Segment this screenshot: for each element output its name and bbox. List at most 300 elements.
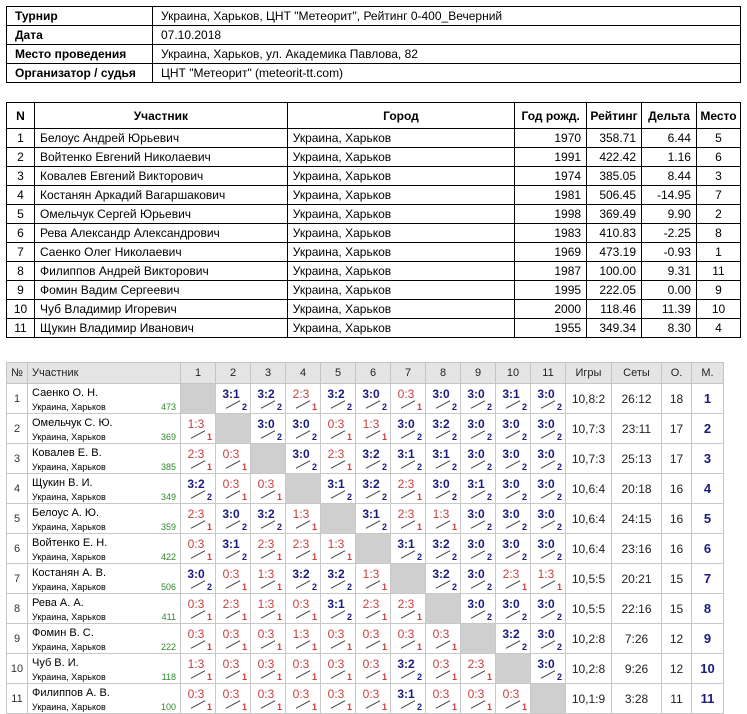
score-divider xyxy=(331,700,346,708)
participant-delta: 8.30 xyxy=(642,319,697,338)
match-result-cell xyxy=(216,444,251,474)
score-divider xyxy=(296,400,311,408)
participant-name: Филиппов Андрей Викторович xyxy=(34,262,287,281)
participant-row xyxy=(7,300,741,319)
cross-participant-rating: 349 xyxy=(160,492,176,502)
participant-number: 3 xyxy=(7,167,35,186)
cross-body xyxy=(7,384,724,714)
match-score: 3:0 xyxy=(222,507,240,521)
match-points: 2 xyxy=(241,402,247,412)
match-points: 2 xyxy=(486,582,492,592)
match-score: 3:2 xyxy=(292,567,310,581)
match-score: 3:0 xyxy=(537,417,555,431)
match-points: 1 xyxy=(381,672,387,682)
participant-rating: 473.19 xyxy=(587,243,642,262)
match-points: 2 xyxy=(346,492,352,502)
match-score: 3:0 xyxy=(537,387,555,401)
match-score: 3:0 xyxy=(537,657,555,671)
match-result-cell xyxy=(216,384,251,414)
match-result-cell xyxy=(286,594,321,624)
match-score: 0:3 xyxy=(397,387,415,401)
score-divider xyxy=(226,520,241,528)
match-result-cell xyxy=(181,534,216,564)
final-place: 9 xyxy=(692,624,724,654)
self-match-cell xyxy=(356,534,391,564)
match-score: 0:3 xyxy=(362,627,380,641)
score-divider xyxy=(401,490,416,498)
games-total: 10,1:9 xyxy=(566,684,612,714)
score-divider xyxy=(436,550,451,558)
match-points: 1 xyxy=(276,672,282,682)
match-points: 2 xyxy=(311,462,317,472)
match-score: 1:3 xyxy=(292,507,310,521)
score-divider xyxy=(401,400,416,408)
score-divider xyxy=(296,430,311,438)
match-result-cell xyxy=(426,534,461,564)
score-divider xyxy=(401,430,416,438)
match-score: 1:3 xyxy=(362,417,380,431)
match-score: 0:3 xyxy=(432,657,450,671)
match-result-cell xyxy=(321,444,356,474)
info-label: Организатор / судья xyxy=(7,64,153,83)
match-score: 3:0 xyxy=(292,447,310,461)
cross-participant-name: Щукин В. И. xyxy=(32,477,93,489)
column-header-opponent: 8 xyxy=(426,363,461,384)
participant-number: 6 xyxy=(7,224,35,243)
match-points: 2 xyxy=(556,402,562,412)
match-result-cell xyxy=(321,684,356,714)
participant-number: 11 xyxy=(7,319,35,338)
final-place: 7 xyxy=(692,564,724,594)
cross-participant-city: Украина, Харьков xyxy=(32,702,106,712)
match-result-cell xyxy=(286,444,321,474)
participant-delta: 6.44 xyxy=(642,129,697,148)
participant-place: 9 xyxy=(696,281,740,300)
match-points: 2 xyxy=(521,432,527,442)
match-result-cell xyxy=(461,684,496,714)
match-result-cell xyxy=(426,684,461,714)
match-points: 1 xyxy=(311,402,317,412)
match-points: 1 xyxy=(451,702,457,712)
match-points: 2 xyxy=(521,462,527,472)
participant-delta: 9.90 xyxy=(642,205,697,224)
match-score: 3:2 xyxy=(257,507,275,521)
match-score: 2:3 xyxy=(222,597,240,611)
match-points: 2 xyxy=(486,492,492,502)
score-divider xyxy=(471,550,486,558)
score-divider xyxy=(226,700,241,708)
match-score: 3:1 xyxy=(397,687,415,701)
row-number: 1 xyxy=(7,384,28,414)
cross-participant-rating: 222 xyxy=(160,642,176,652)
score-divider xyxy=(191,490,206,498)
match-score: 0:3 xyxy=(187,597,205,611)
participant-rating: 422.42 xyxy=(587,148,642,167)
participant-place: 2 xyxy=(696,205,740,224)
participants-header-row xyxy=(7,103,741,129)
score-divider xyxy=(506,490,521,498)
sets-total: 9:26 xyxy=(612,654,662,684)
score-divider xyxy=(191,550,206,558)
sets-total: 7:26 xyxy=(612,624,662,654)
participant-name: Омельчук Сергей Юрьевич xyxy=(34,205,287,224)
cross-participant-name: Омельчук С. Ю. xyxy=(32,417,113,429)
match-result-cell xyxy=(496,684,531,714)
self-match-cell xyxy=(496,654,531,684)
participant-place: 7 xyxy=(696,186,740,205)
match-result-cell xyxy=(286,654,321,684)
match-score: 2:3 xyxy=(292,537,310,551)
match-score: 3:0 xyxy=(502,417,520,431)
match-result-cell xyxy=(251,474,286,504)
match-result-cell xyxy=(461,384,496,414)
match-result-cell xyxy=(531,384,566,414)
match-points: 2 xyxy=(521,552,527,562)
match-points: 2 xyxy=(556,492,562,502)
participant-row xyxy=(7,148,741,167)
match-result-cell xyxy=(286,534,321,564)
match-score: 3:0 xyxy=(502,507,520,521)
match-result-cell xyxy=(286,624,321,654)
match-score: 3:2 xyxy=(432,417,450,431)
participant-city: Украина, Харьков xyxy=(287,224,514,243)
participant-place: 4 xyxy=(696,319,740,338)
match-points: 1 xyxy=(206,672,212,682)
score-divider xyxy=(366,580,381,588)
match-points: 1 xyxy=(311,672,317,682)
cross-participant-name: Фомин В. С. xyxy=(32,627,94,639)
score-divider xyxy=(191,640,206,648)
match-points: 1 xyxy=(276,702,282,712)
match-result-cell xyxy=(356,624,391,654)
match-score: 0:3 xyxy=(432,687,450,701)
cross-participant-name: Белоус А. Ю. xyxy=(32,507,100,519)
match-result-cell xyxy=(531,594,566,624)
match-points: 2 xyxy=(311,582,317,592)
participant-birth-year: 1987 xyxy=(515,262,587,281)
sets-total: 26:12 xyxy=(612,384,662,414)
match-result-cell xyxy=(531,474,566,504)
match-points: 1 xyxy=(206,432,212,442)
match-points: 2 xyxy=(416,462,422,472)
match-score: 2:3 xyxy=(467,657,485,671)
score-divider xyxy=(541,580,556,588)
score-divider xyxy=(261,430,276,438)
score-divider xyxy=(506,640,521,648)
participant-city: Украина, Харьков xyxy=(287,205,514,224)
score-divider xyxy=(541,490,556,498)
match-points: 1 xyxy=(346,642,352,652)
score-divider xyxy=(401,640,416,648)
match-score: 3:0 xyxy=(502,537,520,551)
participant-rating: 385.05 xyxy=(587,167,642,186)
match-score: 0:3 xyxy=(222,567,240,581)
score-divider xyxy=(436,520,451,528)
match-score: 1:3 xyxy=(362,567,380,581)
match-points: 2 xyxy=(416,702,422,712)
participant-row xyxy=(7,186,741,205)
match-result-cell xyxy=(286,504,321,534)
participant-number: 4 xyxy=(7,186,35,205)
cross-participant-city: Украина, Харьков xyxy=(32,642,106,652)
participant-delta: 11.39 xyxy=(642,300,697,319)
score-divider xyxy=(541,520,556,528)
column-header-opponent: 10 xyxy=(496,363,531,384)
match-points: 1 xyxy=(311,522,317,532)
match-points: 2 xyxy=(451,462,457,472)
match-score: 0:3 xyxy=(327,687,345,701)
cross-participant xyxy=(28,534,181,564)
match-result-cell xyxy=(251,414,286,444)
score-divider xyxy=(296,700,311,708)
column-header-place: Место xyxy=(696,103,740,129)
match-points: 1 xyxy=(241,672,247,682)
column-header-sets: Сеты xyxy=(612,363,662,384)
match-points: 2 xyxy=(206,492,212,502)
match-result-cell xyxy=(356,564,391,594)
row-number: 2 xyxy=(7,414,28,444)
match-score: 3:0 xyxy=(467,387,485,401)
participant-name: Чуб Владимир Игоревич xyxy=(34,300,287,319)
cross-participant-rating: 385 xyxy=(160,462,176,472)
score-divider xyxy=(541,610,556,618)
match-points: 1 xyxy=(206,702,212,712)
score-divider xyxy=(191,670,206,678)
match-score: 0:3 xyxy=(362,657,380,671)
match-score: 3:2 xyxy=(257,387,275,401)
match-result-cell xyxy=(181,654,216,684)
cross-row xyxy=(7,534,724,564)
score-divider xyxy=(471,460,486,468)
match-points: 1 xyxy=(241,462,247,472)
participant-birth-year: 1995 xyxy=(515,281,587,300)
row-number: 5 xyxy=(7,504,28,534)
row-number: 8 xyxy=(7,594,28,624)
match-result-cell xyxy=(461,504,496,534)
match-score: 3:1 xyxy=(397,447,415,461)
match-score: 0:3 xyxy=(327,657,345,671)
participant-city: Украина, Харьков xyxy=(287,262,514,281)
cross-participant-rating: 359 xyxy=(160,522,176,532)
info-row-tournament xyxy=(7,7,741,26)
cross-participant-name: Филиппов А. В. xyxy=(32,687,110,699)
match-points: 2 xyxy=(416,552,422,562)
match-result-cell xyxy=(356,384,391,414)
participant-row xyxy=(7,129,741,148)
score-divider xyxy=(296,610,311,618)
sets-total: 24:15 xyxy=(612,504,662,534)
score-divider xyxy=(401,670,416,678)
match-result-cell xyxy=(391,594,426,624)
match-points: 2 xyxy=(556,612,562,622)
match-points: 2 xyxy=(486,462,492,472)
match-result-cell xyxy=(496,504,531,534)
match-score: 2:3 xyxy=(397,597,415,611)
points-total: 18 xyxy=(662,384,692,414)
match-result-cell xyxy=(321,624,356,654)
points-total: 15 xyxy=(662,594,692,624)
match-score: 3:2 xyxy=(502,627,520,641)
score-divider xyxy=(331,460,346,468)
cross-row xyxy=(7,654,724,684)
match-score: 3:0 xyxy=(537,537,555,551)
match-score: 3:2 xyxy=(362,477,380,491)
final-place: 8 xyxy=(692,594,724,624)
match-score: 2:3 xyxy=(362,597,380,611)
match-result-cell xyxy=(426,624,461,654)
cross-participant xyxy=(28,564,181,594)
sets-total: 23:11 xyxy=(612,414,662,444)
games-total: 10,8:2 xyxy=(566,384,612,414)
participants-table xyxy=(6,102,741,338)
cross-row xyxy=(7,474,724,504)
score-divider xyxy=(541,400,556,408)
match-points: 1 xyxy=(206,552,212,562)
score-divider xyxy=(296,550,311,558)
match-score: 0:3 xyxy=(222,447,240,461)
match-score: 0:3 xyxy=(187,537,205,551)
match-points: 2 xyxy=(346,402,352,412)
participant-rating: 100.00 xyxy=(587,262,642,281)
score-divider xyxy=(436,460,451,468)
participant-name: Фомин Вадим Сергеевич xyxy=(34,281,287,300)
match-score: 3:0 xyxy=(502,447,520,461)
match-score: 2:3 xyxy=(397,507,415,521)
score-divider xyxy=(296,640,311,648)
match-score: 3:1 xyxy=(502,387,520,401)
participant-birth-year: 1998 xyxy=(515,205,587,224)
cross-participant-rating: 473 xyxy=(160,402,176,412)
score-divider xyxy=(261,670,276,678)
match-result-cell xyxy=(181,594,216,624)
match-score: 3:0 xyxy=(397,417,415,431)
match-points: 1 xyxy=(381,702,387,712)
match-points: 1 xyxy=(276,492,282,502)
match-result-cell xyxy=(251,384,286,414)
participant-city: Украина, Харьков xyxy=(287,243,514,262)
info-value: ЦНТ "Метеорит" (meteorit-tt.com) xyxy=(153,64,741,83)
match-result-cell xyxy=(181,564,216,594)
match-points: 1 xyxy=(346,552,352,562)
row-number: 6 xyxy=(7,534,28,564)
match-points: 2 xyxy=(381,462,387,472)
score-divider xyxy=(261,400,276,408)
match-points: 2 xyxy=(241,522,247,532)
participant-place: 5 xyxy=(696,129,740,148)
score-divider xyxy=(471,610,486,618)
score-divider xyxy=(226,460,241,468)
match-points: 1 xyxy=(346,432,352,442)
match-points: 1 xyxy=(521,702,527,712)
participant-row xyxy=(7,205,741,224)
match-result-cell xyxy=(356,444,391,474)
score-divider xyxy=(191,580,206,588)
cross-participant xyxy=(28,474,181,504)
participant-delta: 1.16 xyxy=(642,148,697,167)
match-score: 3:0 xyxy=(432,387,450,401)
match-score: 3:0 xyxy=(467,567,485,581)
match-result-cell xyxy=(216,654,251,684)
match-result-cell xyxy=(391,384,426,414)
match-points: 1 xyxy=(276,612,282,622)
self-match-cell xyxy=(181,384,216,414)
final-place: 10 xyxy=(692,654,724,684)
score-divider xyxy=(366,520,381,528)
info-row-date xyxy=(7,26,741,45)
participant-place: 3 xyxy=(696,167,740,186)
final-place: 11 xyxy=(692,684,724,714)
score-divider xyxy=(261,580,276,588)
match-result-cell xyxy=(356,654,391,684)
match-points: 1 xyxy=(206,462,212,472)
match-result-cell xyxy=(286,684,321,714)
match-points: 2 xyxy=(556,672,562,682)
participant-city: Украина, Харьков xyxy=(287,186,514,205)
participants-body xyxy=(7,129,741,338)
column-header-city: Город xyxy=(287,103,514,129)
score-divider xyxy=(331,580,346,588)
participant-number: 5 xyxy=(7,205,35,224)
cross-row xyxy=(7,564,724,594)
match-result-cell xyxy=(321,534,356,564)
match-score: 3:0 xyxy=(362,387,380,401)
match-points: 1 xyxy=(381,582,387,592)
final-place: 3 xyxy=(692,444,724,474)
self-match-cell xyxy=(391,564,426,594)
score-divider xyxy=(401,460,416,468)
score-divider xyxy=(191,430,206,438)
participant-number: 8 xyxy=(7,262,35,281)
match-points: 1 xyxy=(241,642,247,652)
match-result-cell xyxy=(356,684,391,714)
match-result-cell xyxy=(181,414,216,444)
sets-total: 20:18 xyxy=(612,474,662,504)
match-result-cell xyxy=(531,624,566,654)
column-header-points: О. xyxy=(662,363,692,384)
match-points: 1 xyxy=(486,702,492,712)
match-result-cell xyxy=(391,504,426,534)
cross-participant xyxy=(28,504,181,534)
match-score: 0:3 xyxy=(222,477,240,491)
match-points: 2 xyxy=(381,522,387,532)
final-place: 6 xyxy=(692,534,724,564)
score-divider xyxy=(436,400,451,408)
score-divider xyxy=(366,670,381,678)
match-score: 3:1 xyxy=(397,537,415,551)
match-points: 2 xyxy=(521,402,527,412)
final-place: 1 xyxy=(692,384,724,414)
match-score: 3:1 xyxy=(222,387,240,401)
score-divider xyxy=(471,670,486,678)
participant-city: Украина, Харьков xyxy=(287,129,514,148)
match-points: 2 xyxy=(486,402,492,412)
match-score: 3:0 xyxy=(537,627,555,641)
match-points: 1 xyxy=(486,672,492,682)
cross-participant-city: Украина, Харьков xyxy=(32,522,106,532)
info-row-organizer xyxy=(7,64,741,83)
participant-city: Украина, Харьков xyxy=(287,167,514,186)
games-total: 10,2:8 xyxy=(566,624,612,654)
score-divider xyxy=(261,640,276,648)
info-label: Дата xyxy=(7,26,153,45)
participant-row xyxy=(7,281,741,300)
cross-row xyxy=(7,504,724,534)
score-divider xyxy=(296,670,311,678)
match-result-cell xyxy=(531,654,566,684)
participant-city: Украина, Харьков xyxy=(287,300,514,319)
info-label: Место проведения xyxy=(7,45,153,64)
match-result-cell xyxy=(391,414,426,444)
